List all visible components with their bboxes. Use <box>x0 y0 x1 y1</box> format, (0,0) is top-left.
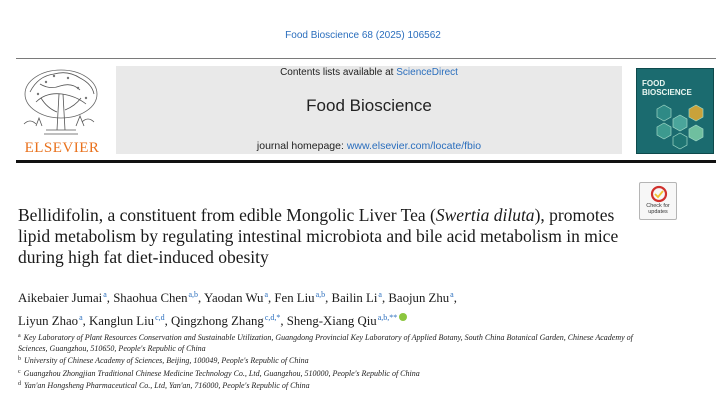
journal-banner <box>116 66 622 154</box>
author-affil-ref[interactable]: c,d,* <box>264 313 281 322</box>
affiliation-marker: a <box>18 333 21 339</box>
author-name: Baojun Zhu <box>388 291 450 305</box>
affiliation-list <box>18 331 658 392</box>
affiliation-marker: c <box>18 368 21 375</box>
sciencedirect-link[interactable]: ScienceDirect <box>396 67 458 78</box>
header-thick-rule <box>16 160 716 163</box>
check-updates-line2: updates <box>648 209 668 215</box>
author-name: Kanglun Liu <box>89 314 155 328</box>
author-name: Fen Liu <box>274 291 315 305</box>
affiliation-item <box>18 331 658 354</box>
author-name: Yaodan Wu <box>203 291 264 305</box>
cover-hexagons-icon <box>637 69 714 154</box>
author-affil-ref[interactable]: a <box>264 290 268 299</box>
affiliation-text: University of Chinese Academy of Sciences, Beijing, 100049, People's Republic of China <box>24 356 309 366</box>
author-affil-ref[interactable]: a <box>378 290 382 299</box>
author-affil-ref[interactable]: a <box>450 290 454 299</box>
author-affil-ref[interactable]: a <box>79 313 83 322</box>
author-affil-ref[interactable]: c,d <box>155 313 165 322</box>
author-affil-ref[interactable]: a,b <box>315 290 326 299</box>
affiliation-text: Guangzhou Zhongjian Traditional Chinese Medicine Technology Co., Ltd, Guangzhou, 510000, People's Republic of China <box>23 368 420 378</box>
author-name: Shaohua Chen <box>113 291 188 305</box>
contents-prefix: Contents lists available at <box>280 67 397 78</box>
affiliation-item <box>18 379 658 392</box>
author-list: Aikebaier Jumai$^a$, Shaohua Chen$^{a,b}$, Yaodan Wu$^a$, Fen Liu$^{a,b}$, Bailin Li$^a$, Baojun Zhu$^a$, Liyun Zhao$^a$, Kanglun Liu$^{c,d}$, Qingzhong Zhang$^{c,d,*}$, Sheng-Xiang Qiu$^{a,b,**}$ <box>18 290 457 328</box>
cover-title-line2: BIOSCIENCE <box>642 88 692 97</box>
homepage-line <box>116 140 622 152</box>
title-species: Swertia diluta <box>435 205 535 225</box>
check-updates-line1: Check for <box>646 203 670 209</box>
orcid-icon[interactable] <box>399 313 407 321</box>
author-affil-ref[interactable]: a <box>103 290 107 299</box>
article-title <box>18 205 628 268</box>
author-name: Sheng-Xiang Qiu <box>286 314 377 328</box>
affiliation-marker: b <box>18 356 21 363</box>
journal-citation[interactable]: Food Bioscience 68 (2025) 106562 <box>285 30 441 41</box>
journal-cover[interactable] <box>636 68 714 154</box>
contents-line <box>116 67 622 78</box>
check-for-updates-button[interactable] <box>639 182 677 220</box>
author-name: Qingzhong Zhang <box>171 314 264 328</box>
affiliation-text: Key Laboratory of Plant Resources Conservation and Sustainable Utilization, Guangdong Provincial Key Laboratory of Applied Botany, South China Botanical Garden, Chinese Academy of Sciences, Guangzhou, 510650, People's Republic of China <box>18 333 633 353</box>
elsevier-wordmark: ELSEVIER <box>24 140 100 156</box>
header-divider <box>16 58 716 59</box>
author-name: Liyun Zhao <box>18 314 79 328</box>
author-affil-ref[interactable]: a,b,** <box>377 313 398 322</box>
author-name: Bailin Li <box>331 291 378 305</box>
affiliation-marker: d <box>18 381 21 388</box>
journal-name: Food Bioscience <box>306 96 432 115</box>
cover-title-line1: FOOD <box>642 79 666 88</box>
check-updates-icon <box>640 183 678 203</box>
check-updates-label <box>640 203 676 215</box>
affiliation-item <box>18 367 658 380</box>
homepage-link[interactable]: www.elsevier.com/locate/fbio <box>346 140 482 152</box>
author-name: Aikebaier Jumai <box>18 291 103 305</box>
affiliation-item <box>18 354 658 367</box>
title-part1: Bellidifolin, a constituent from edible Mongolic Liver Tea ( <box>18 205 436 225</box>
title-part2: ), promotes lipid metabolism by regulating intestinal microbiota and bile acid metabolism in mice during high fat diet-induced obesity <box>18 205 619 267</box>
author-affil-ref[interactable]: a,b <box>188 290 199 299</box>
affiliation-text: Yan'an Hongsheng Pharmaceutical Co., Ltd, Yan'an, 716000, People's Republic of China <box>24 381 310 391</box>
homepage-prefix: journal homepage: <box>256 140 347 152</box>
